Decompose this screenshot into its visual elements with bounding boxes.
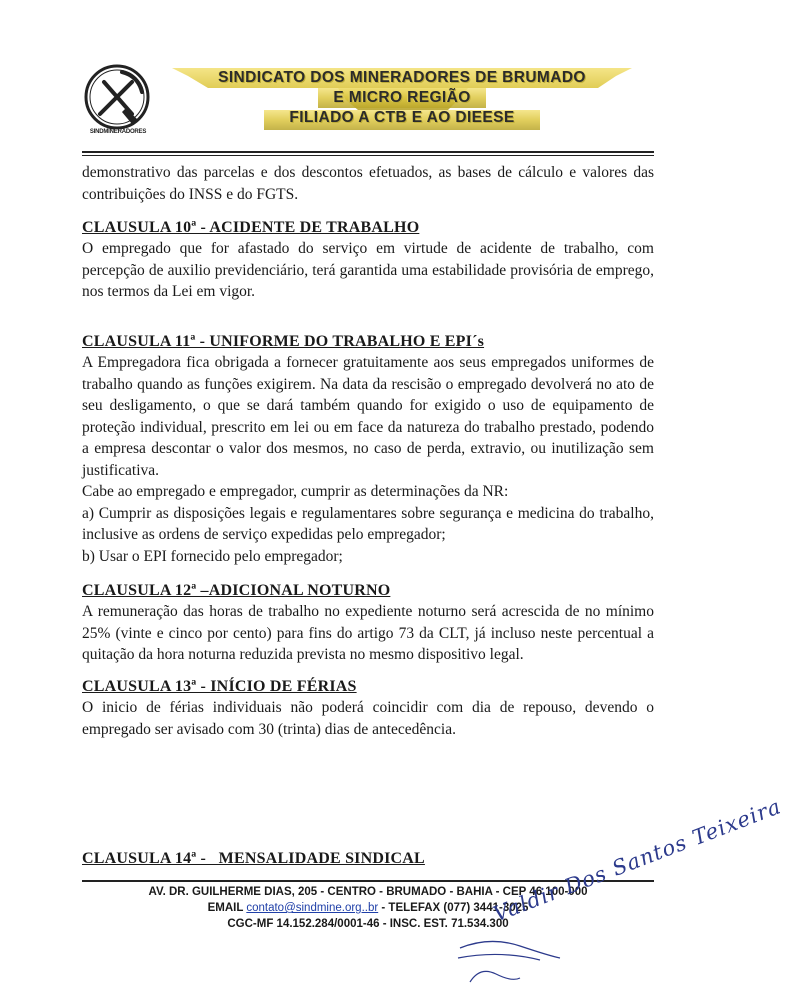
pickaxe-shovel-icon (82, 62, 152, 132)
footer-phone: - TELEFAX (077) 3441-3025 (378, 902, 529, 914)
footer-address: AV. DR. GUILHERME DIAS, 205 - CENTRO - BRUMADO - BAHIA - CEP 46.100-000 (148, 886, 588, 898)
clause-11-body (82, 352, 654, 567)
clause-11-paragraph-1: A Empregadora fica obrigada a fornecer gratuitamente aos seus empregados uniformes de trabalho quando as funções exigirem. Na data da rescisão o empregado devolverá no ato de seu desligamento, o que se dará também quando for exigido o uso de equipamento de proteção individual, prescrito em lei ou em face da natureza do trabalho prestado, podendo a empresa descontar o valor dos mesmos, no caso de perda, extravio, ou inutilização sem justificativa. (82, 354, 654, 479)
clause-10-paragraph: O empregado que for afastado do serviço em virtude de acidente de trabalho, com percepção de auxilio previdenciário, terá garantida uma estabilidade provisória de emprego, nos termos da Lei em vigor. (82, 240, 654, 300)
clause-12-body (82, 601, 654, 666)
banner-line-3: FILIADO A CTB E AO DIEESE (289, 109, 515, 126)
clause-13-paragraph: O inicio de férias individuais não poderá coincidir com dia de repouso, devendo o empregado ser avisado com 30 (trinta) dias de antecedência. (82, 699, 654, 738)
banner-line-1: SINDICATO DOS MINERADORES DE BRUMADO (218, 69, 586, 86)
logo-caption: SINDMINERADORES (89, 129, 147, 135)
clause-10-body (82, 238, 654, 303)
header-rule-thin (82, 155, 654, 156)
clause-11-item-b: b) Usar o EPI fornecido pelo empregador; (82, 547, 343, 565)
clause-13-heading: CLAUSULA 13ª - INÍCIO DE FÉRIAS (82, 678, 357, 695)
clause-11-heading: CLAUSULA 11ª - UNIFORME DO TRABALHO E EPI´s (82, 333, 485, 350)
union-banner (168, 66, 636, 138)
handwritten-signature (450, 794, 785, 998)
clause-11-paragraph-2: Cabe ao empregado e empregador, cumprir as determinações da NR: (82, 483, 509, 500)
header-rule (82, 151, 654, 153)
footer-email-link[interactable]: contato@sindmine.org..br (246, 902, 379, 914)
clause-12-paragraph: A remuneração das horas de trabalho no expediente noturno será acrescida de no mínimo 25% (vinte e cinco por cento) para fins do artigo 73 da CLT, já incluso neste percentual a quitação da hora noturna reduzida prevista no mesmo dispositivo legal. (82, 603, 654, 663)
footer-email-label: EMAIL (207, 902, 244, 914)
clause-11-item-a: a) Cumprir as disposições legais e regulamentares sobre segurança e medicina do trabalho, inclusive as ordens de serviço expedidas pelo empregador; (82, 504, 654, 543)
clause-13-body (82, 697, 654, 740)
clause-12-heading: CLAUSULA 12ª –ADICIONAL NOTURNO (82, 582, 391, 599)
signature-text: Valdir Dos Santos Teixeira (490, 794, 785, 927)
union-logo (82, 62, 152, 132)
intro-paragraph: demonstrativo das parcelas e dos descontos efetuados, as bases de cálculo e valores das contribuições do INSS e do FGTS. (82, 164, 654, 203)
clause-10-heading: CLAUSULA 10ª - ACIDENTE DE TRABALHO (82, 219, 420, 236)
clause-14-heading: CLAUSULA 14ª - MENSALIDADE SINDICAL (82, 850, 425, 867)
footer-registry: CGC-MF 14.152.284/0001-46 - INSC. EST. 71.534.300 (227, 918, 509, 930)
banner-line-2: E MICRO REGIÃO (333, 89, 471, 106)
